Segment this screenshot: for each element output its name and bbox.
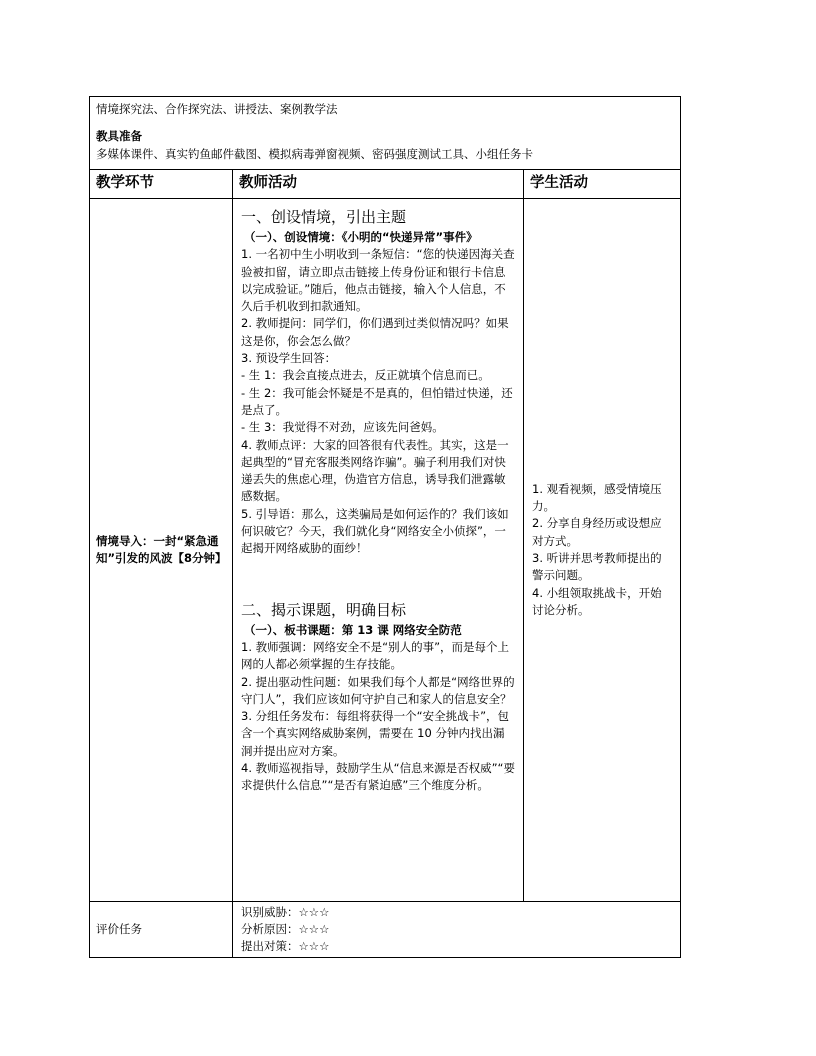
segment-cell — [90, 199, 233, 902]
section2-para: 2. 提出驱动性问题：如果我们每个人都是“网络世界的守门人”，我们应该如何守护自己和家人的信息安全？ — [241, 674, 515, 706]
header-teacher: 教师活动 — [233, 170, 524, 199]
evaluation-row — [90, 902, 681, 958]
tools-list: 多媒体课件、真实钓鱼邮件截图、模拟病毒弹窗视频、密码强度测试工具、小组任务卡 — [96, 146, 533, 161]
section1-subtitle: （一）、创设情境：《小明的“快递异常”事件》 — [244, 230, 478, 244]
section2-para: 4. 教师巡视指导，鼓励学生从“信息来源是否权威”“要求提供什么信息”“是否有紧迫感”三个维度分析。 — [241, 761, 515, 793]
section1-para: 3. 预设学生回答： — [241, 351, 337, 366]
section1-para: 5. 引导语：那么，这类骗局是如何运作的？我们该如何识破它？今天，我们就化身“网络安全小侦探”，一起揭开网络威胁的面纱！ — [241, 506, 509, 556]
section1-para: - 生 3：我觉得不对劲，应该先问爸妈。 — [241, 420, 444, 435]
section1-para: 1. 一名初中生小明收到一条短信：“您的快递因海关查验被扣留，请立即点击链接上传身份证和银行卡信息以完成验证。”随后，他点击链接，输入个人信息，不久后手机收到扣款通知。 — [241, 247, 515, 314]
evaluation-item: 识别威胁：☆☆☆ — [241, 905, 330, 919]
lesson-plan-table — [89, 96, 681, 958]
section1-para: 4. 教师点评：大家的回答很有代表性。其实，这是一起典型的“冒充客服类网络诈骗”。骗子利用我们对快递丢失的焦虑心理，伪造官方信息，诱导我们泄露敏感数据。 — [241, 437, 509, 504]
evaluation-item: 分析原因：☆☆☆ — [241, 922, 330, 936]
evaluation-items — [233, 902, 681, 958]
student-cell — [524, 199, 681, 902]
section2-para: 1. 教师强调：网络安全不是“别人的事”，而是每个上网的人都必须掌握的生存技能。 — [241, 639, 510, 672]
section1-para: 2. 教师提问：同学们，你们遇到过类似情况吗？如果这是你，你会怎么做？ — [241, 316, 509, 348]
section2-para: 3. 分组任务发布：每组将获得一个“安全挑战卡”，包含一个真实网络威胁案例，需要在 10 分钟内找出漏洞并提出应对方案。 — [241, 709, 510, 758]
student-activity-item: 1. 观看视频，感受情境压力。 — [532, 481, 662, 514]
main-row — [90, 199, 681, 902]
evaluation-item: 提出对策：☆☆☆ — [241, 939, 330, 953]
tools-heading: 教具准备 — [96, 129, 142, 144]
teaching-methods: 情境探究法、合作探究法、讲授法、案例教学法 — [96, 102, 338, 116]
top-info-row — [90, 97, 681, 170]
lesson-plan-page — [89, 96, 680, 958]
header-segment: 教学环节 — [90, 170, 233, 199]
student-activity-item: 3. 听讲并思考教师提出的警示问题。 — [532, 551, 662, 583]
segment-title: 情境导入：一封“紧急通知”引发的风波【8分钟】 — [96, 533, 227, 565]
header-row — [90, 170, 681, 199]
section2-subtitle: （一）、板书课题：第 13 课 网络安全防范 — [244, 622, 462, 637]
header-student: 学生活动 — [524, 170, 681, 199]
section1-para: - 生 2：我可能会怀疑是不是真的，但怕错过快递，还是点了。 — [241, 385, 513, 417]
section1-para: - 生 1：我会直接点进去，反正就填个信息而已。 — [241, 368, 490, 383]
student-activity-item: 4. 小组领取挑战卡，开始讨论分析。 — [532, 585, 662, 617]
section1-title: 一、创设情境，引出主题 — [241, 208, 407, 226]
student-activity-item: 2. 分享自身经历或设想应对方式。 — [532, 516, 662, 548]
section2-title: 二、揭示课题，明确目标 — [241, 600, 407, 619]
evaluation-label: 评价任务 — [90, 902, 233, 958]
teacher-cell — [233, 199, 524, 902]
top-info-cell — [90, 97, 681, 170]
